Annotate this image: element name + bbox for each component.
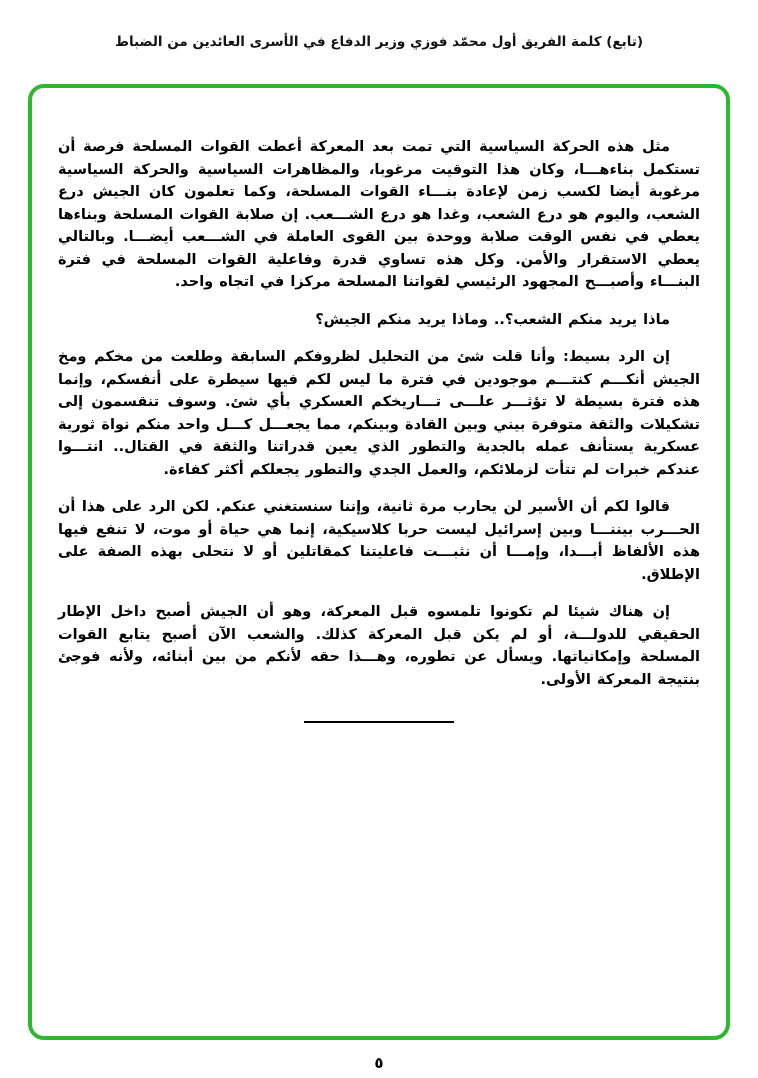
paragraph-3: إن الرد بسيط: وأنا قلت شئ من التحليل لظروفكم السابقة وطلعت من مخكم ومخ الجيش أنكـــم كنتـــم موجودين في فترة ما ليس لكم فيها سيطرة على أنفسكم، وإنما هذه فترة بسيطة لا تؤثـــر علـــى تـــاريخكم العسكري بأي شئ. وسوف تنقسمون إلى تشكيلات والثقة متوفرة بيني وبين القادة وبينكم، مما يجعـــل كـــل واحد منكم نواة ثورية عسكرية يستأنف عمله بالجدية والتطور الذي يعين قدراتنا والثقة في القتال.. انتـــوا عندكم خبرات لم تتأت لزملائكم، والعمل الجدي والتطور يجعلكم أكثر كفاءة. xyxy=(58,349,700,478)
paragraph-5: إن هناك شيئا لم تكونوا تلمسوه قبل المعركة، وهو أن الجيش أصبح داخل الإطار الحقيقي للدولـــة، أو لم يكن قبل المعركة كذلك. والشعب الآن أصبح يتابع القوات المسلحة وإمكانياتها. ويسأل عن تطوره، وهـــذا حقه لأنكم من بين أبنائه، ولأنه فوجئ بنتيجة المعركة الأولى. xyxy=(58,604,700,688)
paragraph-1: مثل هذه الحركة السياسية التي تمت بعد المعركة أعطت القوات المسلحة فرصة أن تستكمل بناءهـــا، وكان هذا التوقيت مرغوبا، والمظاهرات السياسية والحركة السياسية مرغوبة أيضا لكسب زمن لإعادة بنـــاء القوات المسلحة، وكما تعلمون كان الجيش درع الشعب، واليوم هو درع الشعب، وغدا هو درع الشـــعب. إن صلابة القوات المسلحة وبناءها يعطي في نفس الوقت صلابة ووحدة بين القوى العاملة في الشـــعب أيضـــا. وبالتالي يعطي الاستقرار والأمن. وكل هذه تساوي قدرة وفاعلية القوات المسلحة في فترة البنـــاء وأصبـــح المجهود الرئيسي لقواتنا المسلحة مركزا في اتجاه واحد. xyxy=(58,139,700,290)
body-text xyxy=(58,136,700,723)
page-number: ٥ xyxy=(374,1054,384,1072)
paragraph-2-question: ماذا يريد منكم الشعب؟.. وماذا يريد منكم الجيش؟ xyxy=(315,311,670,328)
content-frame xyxy=(28,84,730,1040)
end-separator-line xyxy=(304,721,454,723)
paragraph-4: قالوا لكم أن الأسير لن يحارب مرة ثانية، وإننا سنستغني عنكم. لكن الرد على هذا أن الحـــرب بيننـــا وبين إسرائيل ليست حربا كلاسيكية، إنما هي حياة أو موت، لا تنفع فيها هذه الألفاظ أبـــدا، وإمـــا أن نثبـــت فاعليتنا كمقاتلين أو لا نتحلى بهذه الصفة على الإطلاق. xyxy=(58,499,700,583)
page-header-title: (تابع) كلمة الفريق أول محمّد فوزي وزير الدفاع في الأسرى العائدين من الضباط xyxy=(114,34,644,50)
